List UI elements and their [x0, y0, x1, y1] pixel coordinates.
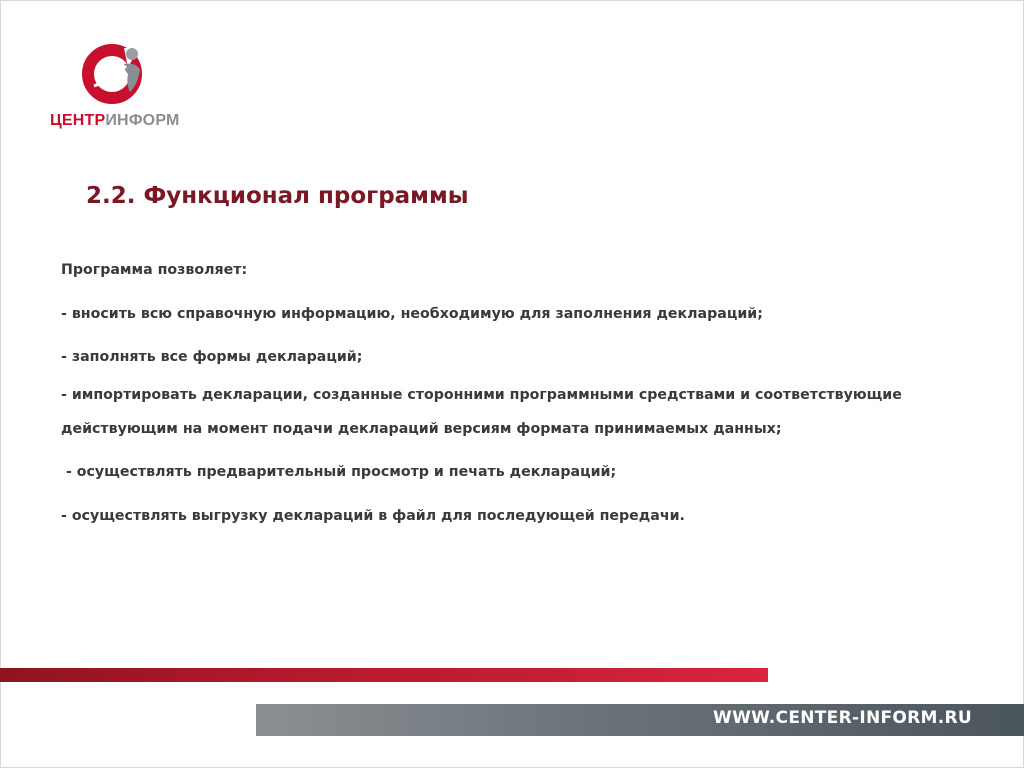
footer-red-bar — [0, 668, 768, 682]
list-item: - осуществлять выгрузку деклараций в файл для последующей передачи. — [61, 508, 685, 524]
slide-title: 2.2. Функционал программы — [86, 183, 469, 209]
company-logo — [50, 38, 190, 138]
intro-text: Программа позволяет: — [61, 262, 248, 278]
logo-wordmark — [50, 112, 190, 130]
website-url[interactable]: WWW.CENTER-INFORM.RU — [713, 708, 972, 728]
centerinform-logo-icon — [80, 40, 148, 108]
list-item-continuation: действующим на момент подачи деклараций версиям формата принимаемых данных; — [61, 421, 782, 437]
logo-text-secondary: ИНФОРМ — [105, 112, 180, 129]
list-item: - заполнять все формы деклараций; — [61, 349, 363, 365]
list-item: - вносить всю справочную информацию, необходимую для заполнения деклараций; — [61, 306, 763, 322]
list-item: - осуществлять предварительный просмотр и печать деклараций; — [61, 464, 617, 480]
logo-text-primary: ЦЕНТР — [50, 112, 106, 129]
list-item: - импортировать декларации, созданные сторонними программными средствами и соответствующие — [61, 387, 902, 403]
